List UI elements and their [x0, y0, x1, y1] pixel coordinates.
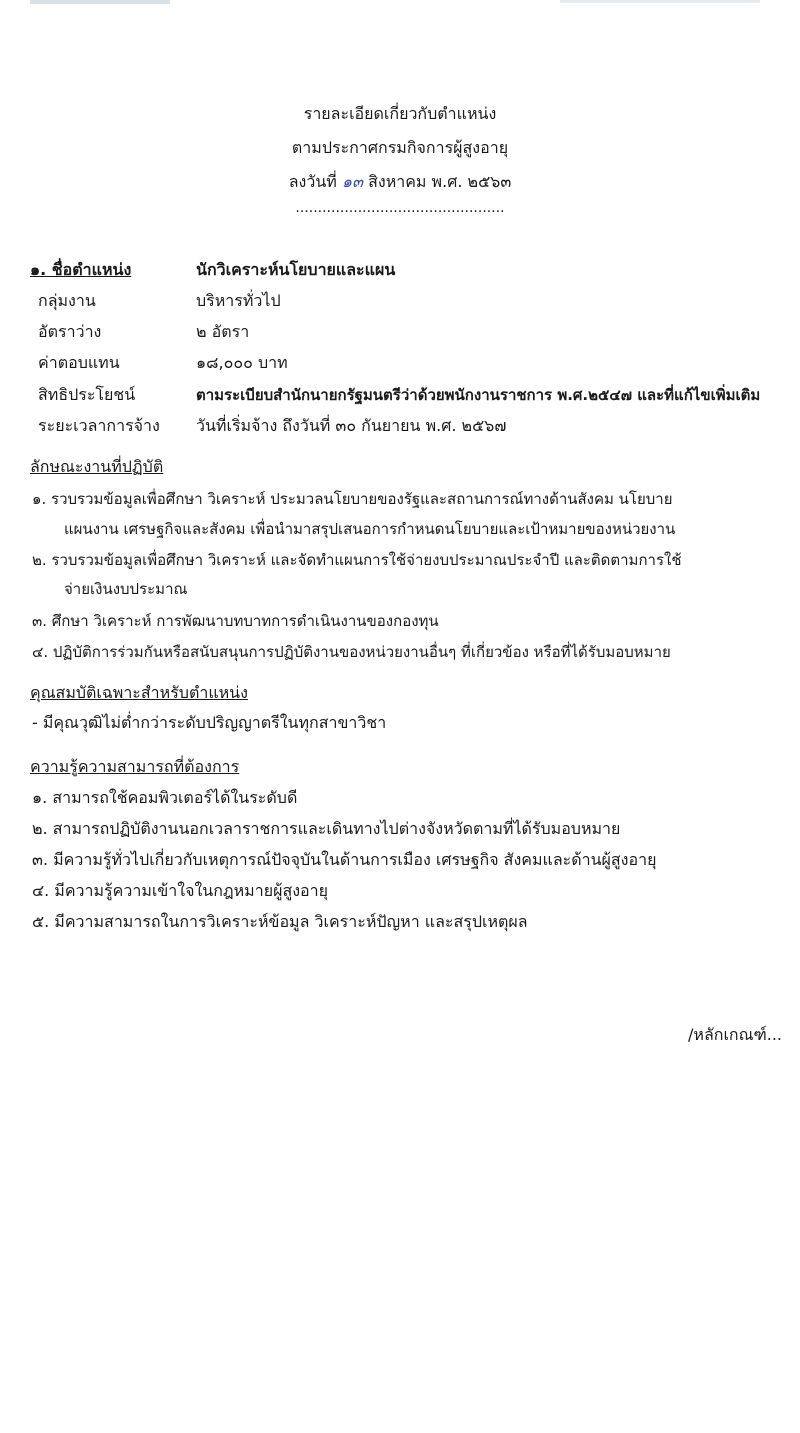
date-prefix: ลงวันที่: [288, 172, 337, 191]
field-value: วันที่เริ่มจ้าง ถึงวันที่ ๓๐ กันยายน พ.ศ. ๒๕๖๗: [196, 416, 507, 435]
duty-item: ๔. ปฏิบัติการร่วมกันหรือสนับสนุนการปฏิบัติงานของหน่วยงานอื่นๆ ที่เกี่ยวข้อง หรือที่ได้รับมอบหมาย: [32, 643, 671, 661]
field-value: ๒ อัตรา: [196, 322, 250, 341]
position-title-value: นักวิเคราะห์นโยบายและแผน: [196, 260, 396, 279]
duty-item-continued: จ่ายเงินงบประมาณ: [64, 580, 188, 598]
doc-title: รายละเอียดเกี่ยวกับตำแหน่ง: [303, 104, 497, 123]
date-rest: สิงหาคม พ.ศ. ๒๕๖๓: [368, 172, 512, 191]
duty-item-continued: แผนงาน เศรษฐกิจและสังคม เพื่อนำมาสรุปเสนอการกำหนดนโยบายและเป้าหมายของหน่วยงาน: [64, 520, 676, 538]
field-label: ค่าตอบแทน: [38, 353, 120, 372]
qualifications-heading: คุณสมบัติเฉพาะสำหรับตำแหน่ง: [30, 683, 248, 702]
position-number-title: ๑. ชื่อตำแหน่ง: [30, 260, 132, 279]
field-label: สิทธิประโยชน์: [38, 385, 136, 404]
doc-subtitle: ตามประกาศกรมกิจการผู้สูงอายุ: [291, 138, 509, 157]
field-label: ระยะเวลาการจ้าง: [38, 416, 160, 435]
qualification-item: - มีคุณวุฒิไม่ต่ำกว่าระดับปริญญาตรีในทุกสาขาวิชา: [32, 713, 387, 732]
scan-artifact: [560, 0, 760, 3]
scan-artifact: [30, 0, 170, 4]
duty-item: ๒. รวบรวมข้อมูลเพื่อศึกษา วิเคราะห์ และจัดทำแผนการใช้จ่ายงบประมาณประจำปี และติดตามการใช้: [32, 551, 682, 569]
field-label: กลุ่มงาน: [38, 291, 96, 310]
duty-item: ๓. ศึกษา วิเคราะห์ การพัฒนาบทบาทการดำเนินงานของกองทุน: [32, 612, 439, 630]
skills-heading: ความรู้ความสามารถที่ต้องการ: [30, 757, 240, 776]
skill-item: ๑. สามารถใช้คอมพิวเตอร์ได้ในระดับดี: [32, 788, 298, 807]
duty-item: ๑. รวบรวมข้อมูลเพื่อศึกษา วิเคราะห์ ประมวลนโยบายของรัฐและสถานการณ์ทางด้านสังคม นโยบาย: [32, 490, 673, 508]
skill-item: ๔. มีความรู้ความเข้าใจในกฎหมายผู้สูงอายุ: [32, 881, 328, 900]
field-value: ตามระเบียบสำนักนายกรัฐมนตรีว่าด้วยพนักงานราชการ พ.ศ.๒๕๔๗ และที่แก้ไขเพิ่มเติม: [196, 386, 761, 404]
header-divider: ...............................................: [295, 200, 505, 216]
field-value: บริหารทั่วไป: [196, 291, 281, 310]
page-continuation: /หลักเกณฑ์...: [688, 1025, 782, 1044]
doc-date: [0, 171, 800, 193]
skill-item: ๕. มีความสามารถในการวิเคราะห์ข้อมูล วิเคราะห์ปัญหา และสรุปเหตุผล: [32, 912, 528, 931]
date-day-handwritten: ๑๓: [341, 172, 364, 191]
skill-item: ๒. สามารถปฏิบัติงานนอกเวลาราชการและเดินทางไปต่างจังหวัดตามที่ได้รับมอบหมาย: [32, 819, 621, 838]
skill-item: ๓. มีความรู้ทั่วไปเกี่ยวกับเหตุการณ์ปัจจุบันในด้านการเมือง เศรษฐกิจ สังคมและด้านผู้สูงอายุ: [32, 850, 657, 869]
field-label: อัตราว่าง: [38, 322, 102, 341]
field-value: ๑๘,๐๐๐ บาท: [196, 353, 288, 372]
duties-heading: ลักษณะงานที่ปฏิบัติ: [30, 457, 164, 476]
